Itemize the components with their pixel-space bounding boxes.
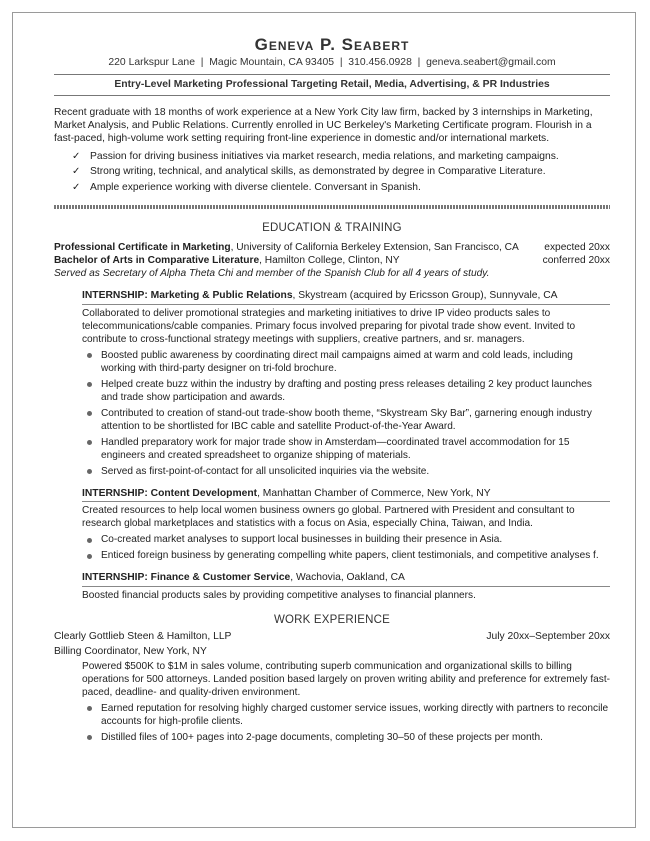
internship-block [82, 487, 610, 563]
internship-summary: Collaborated to deliver promotional strategies and marketing initiatives to drive IP video products sales to telecommunications/cable companies. Primary focus involved preparing for pivotal trade show event. Invited to contribute to cross-functional strategy meetings with suppliers, creative partners, and sr. managers. [82, 307, 576, 345]
internship-org: , Wachovia, Oakland, CA [290, 572, 405, 584]
work-employer-line [54, 630, 610, 643]
internship-block [82, 571, 610, 602]
work-body [82, 660, 610, 744]
internship-org: , Skystream (acquired by Ericsson Group), Sunnyvale, CA [292, 290, 558, 302]
internship-header [82, 571, 610, 587]
internship-bullets [82, 349, 610, 478]
email: geneva.seabert@gmail.com [426, 57, 556, 68]
separator: | [200, 57, 204, 68]
divider [54, 74, 610, 75]
employer: Clearly Gottlieb Steen & Hamilton, LLP [54, 630, 232, 642]
internship-org: , Manhattan Chamber of Commerce, New York, NY [257, 487, 491, 499]
internship-title: INTERNSHIP: Marketing & Public Relations [82, 290, 293, 302]
work-dates: July 20xx–September 20xx [486, 630, 610, 642]
section-divider [54, 205, 610, 209]
bullet-item: Earned reputation for resolving highly charged customer service issues, working directly with partners to reconcile accounts for high-profile clients. [82, 702, 610, 728]
internship-bullets [82, 533, 610, 562]
highlights-list [54, 149, 610, 196]
highlight-item: ✓ Strong writing, technical, and analytical skills, as demonstrated by degree in Comparative Literature. [54, 164, 610, 180]
contact-line [54, 55, 610, 71]
bullet-item: Co-created market analyses to support local businesses in building their presence in Asia. [82, 533, 610, 546]
education-list [54, 241, 610, 280]
internship-summary: Created resources to help local women business owners go global. Partnered with President and consultant to research global marketplaces and statistics with a focus on Asia, especially China, Taiwan, and India. [82, 505, 575, 530]
bullet-item: Distilled files of 100+ pages into 2-page documents, completing 30–50 of these projects per month. [82, 731, 610, 744]
school: , University of California Berkeley Extension, San Francisco, CA [230, 242, 519, 254]
degree: Professional Certificate in Marketing [54, 242, 231, 254]
separator: | [417, 57, 421, 68]
highlight-item: ✓ Ample experience working with diverse clientele. Conversant in Spanish. [54, 180, 610, 196]
summary: Recent graduate with 18 months of work experience at a New York City law firm, backed by 3 internships in Marketing, Market Analysis, and Public Relations. Currently enrolled in UC Berkeley's Marketing Certificate program. Flourish in a fast-paced, high-volume work setting requiring front-line experience in domestic and/or international markets. [54, 107, 593, 145]
bullet-item: Contributed to creation of stand-out trade-show booth theme, “Skystream Sky Bar”, garnering enough industry attention to be shortlisted for IBC cable and satellite Product-of-the-Year Award. [82, 407, 610, 433]
bullet-item: Served as first-point-of-contact for all unsolicited inquiries via the website. [82, 465, 610, 478]
internship-header [82, 289, 610, 305]
education-item [54, 254, 610, 267]
education-item [54, 241, 610, 254]
address: 220 Larkspur Lane [108, 57, 195, 68]
phone: 310.456.0928 [348, 57, 412, 68]
bullet-item: Enticed foreign business by generating compelling white papers, client testimonials, and competitive analyses f. [82, 549, 610, 562]
highlight-item: ✓ Passion for driving business initiatives via market research, media relations, and marketing campaigns. [54, 149, 610, 165]
internship-header [82, 487, 610, 503]
resume-content [54, 35, 610, 744]
work-role-line [54, 645, 610, 658]
bullet-item: Boosted public awareness by coordinating direct mail campaigns aimed at warm and cold leads, including working with third-party designer on tri-fold brochure. [82, 349, 610, 375]
work-role: Billing Coordinator, New York, NY [54, 645, 207, 657]
divider [54, 95, 610, 96]
candidate-name: Geneva P. Seabert [254, 35, 410, 54]
education-heading: EDUCATION & TRAINING [262, 222, 402, 235]
internship-title: INTERNSHIP: Content Development [82, 487, 258, 499]
work-heading: WORK EXPERIENCE [273, 613, 391, 626]
city: Magic Mountain, CA 93405 [209, 57, 335, 68]
school: , Hamilton College, Clinton, NY [259, 255, 400, 267]
education-date: conferred 20xx [542, 255, 610, 267]
education-date: expected 20xx [544, 242, 610, 254]
internship-title: INTERNSHIP: Finance & Customer Service [82, 572, 291, 584]
work-bullets [82, 702, 610, 744]
target-headline: Entry-Level Marketing Professional Targeting Retail, Media, Advertising, & PR Industries [114, 79, 550, 90]
education-note: Served as Secretary of Alpha Theta Chi and member of the Spanish Club for all 4 years of study. [54, 268, 490, 280]
separator: | [339, 57, 343, 68]
degree: Bachelor of Arts in Comparative Literature [54, 255, 260, 267]
resume-page [12, 12, 636, 828]
work-summary: Powered $500K to $1M in sales volume, contributing superb communication and organizational skills to billing operations for 500 attorneys. Landed position based largely on proven writing ability and preference for extremely fast-paced, deadline- and quality-driven environment. [82, 660, 610, 698]
bullet-item: Handled preparatory work for major trade show in Amsterdam—coordinated travel accommodation for 15 engineers and created spreadsheet to organize shipping of materials. [82, 436, 610, 462]
bullet-item: Helped create buzz within the industry by drafting and posting press releases detailing 2 key product launches and trade show participation and awards. [82, 378, 610, 404]
internship-summary: Boosted financial products sales by providing competitive analyses to financial planners. [82, 589, 476, 601]
internship-block [82, 289, 610, 478]
